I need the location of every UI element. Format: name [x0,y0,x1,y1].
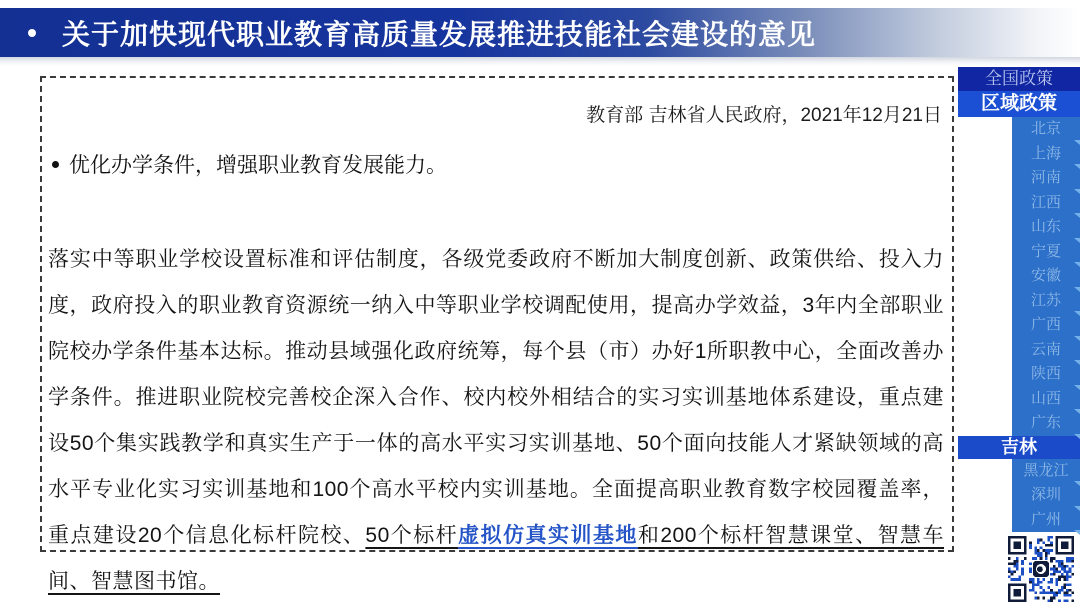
region-item-上海[interactable]: 上海 [1012,142,1080,167]
doc-bullet-line [48,149,944,179]
title-bullet-icon [28,29,36,37]
region-item-广州[interactable]: 广州 [1012,508,1080,533]
qr-code [1004,533,1078,605]
list-bullet-icon [52,161,59,168]
region-item-广东[interactable]: 广东 [1012,411,1080,436]
policy-paragraph [48,237,944,605]
region-item-河南[interactable]: 河南 [1012,166,1080,191]
doc-bullet-text: 优化办学条件，增强职业教育发展能力。 [69,154,447,177]
region-item-江西[interactable]: 江西 [1012,191,1080,216]
nav-national-policy[interactable]: 全国政策 [958,67,1080,91]
underlined-text-tail: 和200个标杆智慧课堂、智慧车间、智慧图书馆。 [48,524,945,593]
content-box [40,76,954,593]
underlined-text: 50个标杆 [365,524,459,547]
header-bar [0,8,1080,57]
region-item-宁夏[interactable]: 宁夏 [1012,240,1080,265]
region-item-深圳[interactable]: 深圳 [1012,483,1080,508]
region-item-云南[interactable]: 云南 [1012,338,1080,363]
policy-link[interactable]: 虚拟仿真实训基地 [458,524,638,547]
doc-source-line: 教育部 吉林省人民政府，2021年12月21日 [586,105,942,126]
paragraph-text: 落实中等职业学校设置标准和评估制度，各级党委政府不断加大制度创新、政策供给、投入力度，政府投入的职业教育资源统一纳入中等职业学校调配使用，提高办学效益，3年内全部职业院校办学条件基本达标。推动县域强化政府统筹，每个县（市）办好1所职教中心，全面改善办学条件。推进职业院校完善校企深入合作、校内校外相结合的实习实训基地体系建设，重点建设50个集实践教学和真实生产于一体的高水平实习实训基地、50个面向技能人才紧缺领域的高水平专业化实习实训基地和100个高水平校内实训基地。全面提高职业教育数字校园覆盖率，重点建设20个信息化标杆院校、 [48,248,944,547]
region-item-北京[interactable]: 北京 [1012,117,1080,142]
region-item-安徽[interactable]: 安徽 [1012,264,1080,289]
page-title: 关于加快现代职业教育高质量发展推进技能社会建设的意见 [62,18,817,50]
region-item-江苏[interactable]: 江苏 [1012,289,1080,314]
region-item-陕西[interactable]: 陕西 [1012,362,1080,387]
region-list [1001,117,1080,532]
region-item-黑龙江[interactable]: 黑龙江 [1012,459,1080,484]
nav-regional-policy[interactable]: 区域政策 [958,91,1080,117]
region-item-广西[interactable]: 广西 [1012,313,1080,338]
region-item-山东[interactable]: 山东 [1012,215,1080,240]
header-shadow [0,57,1080,66]
region-item-吉林[interactable]: 吉林 [958,436,1080,459]
region-item-山西[interactable]: 山西 [1012,387,1080,412]
